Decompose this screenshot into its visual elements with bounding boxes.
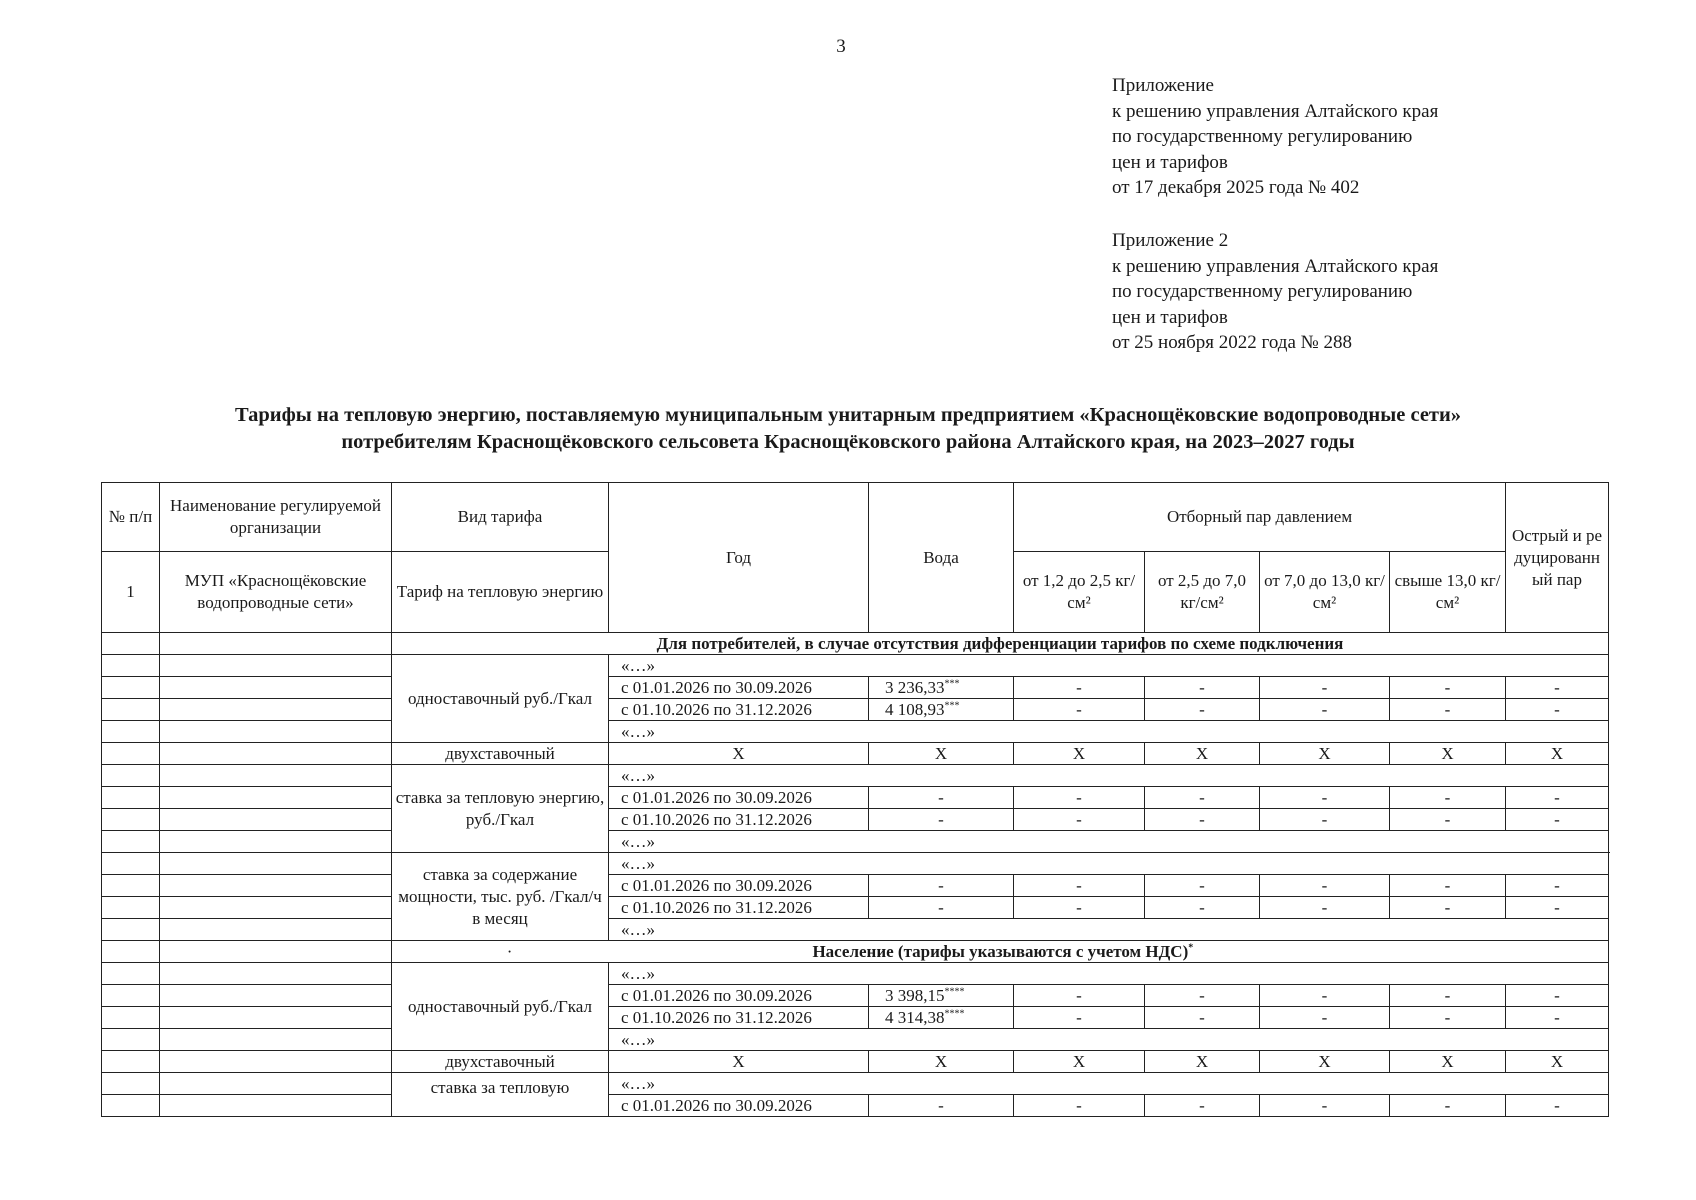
- header-pressure-4: свыше 13,0 кг/см²: [1390, 552, 1506, 633]
- table-cell: [160, 853, 392, 875]
- table-cell: с 01.01.2026 по 30.09.2026: [609, 787, 869, 809]
- table-cell: -: [1145, 875, 1260, 897]
- table-cell: -: [1014, 897, 1145, 919]
- table-cell: -: [1506, 1007, 1609, 1029]
- table-cell: [102, 897, 160, 919]
- table-cell: [160, 963, 392, 985]
- table-row: [102, 1095, 1609, 1117]
- table-cell: -: [1390, 1007, 1506, 1029]
- rate-label: ставка за тепловую энергию, руб./Гкал: [392, 765, 609, 853]
- title-line-1: Тарифы на тепловую энергию, поставляемую муниципальным унитарным предприятием «Краснощёковские водопроводные сети»: [234, 404, 1462, 426]
- table-cell: [160, 831, 392, 853]
- footnote-mark: ***: [944, 700, 960, 712]
- ellipsis-row-cell: «…»: [609, 963, 1609, 985]
- table-cell: -: [1260, 699, 1390, 721]
- table-cell: [102, 963, 160, 985]
- table-cell: -: [1390, 809, 1506, 831]
- table-cell: [102, 875, 160, 897]
- table-cell: [102, 1051, 160, 1073]
- table-cell: [102, 1007, 160, 1029]
- table-cell: -: [1145, 985, 1260, 1007]
- table-row: [102, 897, 1609, 919]
- table-row: [102, 853, 1609, 875]
- section-heading: Для потребителей, в случае отсутствия дифференциации тарифов по схеме подключения: [392, 633, 1609, 655]
- title-line-2: потребителям Краснощёковского сельсовета Краснощёковского района Алтайского края, на 2023–2027 годы: [341, 431, 1355, 453]
- table-cell: X: [1506, 743, 1609, 765]
- table-cell: [102, 1029, 160, 1051]
- table-row: [102, 919, 1609, 941]
- tariff-value: 3 398,15: [885, 986, 945, 1005]
- ellipsis-row-cell: «…»: [609, 655, 1609, 677]
- ellipsis-row-cell: «…»: [609, 1073, 1609, 1095]
- table-cell: X: [869, 1051, 1014, 1073]
- table-cell: [160, 765, 392, 787]
- table-row: [102, 787, 1609, 809]
- footnote-mark: ****: [944, 1008, 965, 1020]
- appendix-line: Приложение 2: [1112, 230, 1229, 251]
- table-cell: [102, 1095, 160, 1117]
- table-cell: X: [1260, 1051, 1390, 1073]
- table-row: [102, 1029, 1609, 1051]
- table-cell: X: [609, 1051, 869, 1073]
- table-cell: -: [1390, 787, 1506, 809]
- table-cell: [102, 809, 160, 831]
- table-cell: с 01.10.2026 по 31.12.2026: [609, 1007, 869, 1029]
- rate-label: одноставочный руб./Гкал: [392, 963, 609, 1051]
- header-year: Год: [609, 483, 869, 633]
- table-cell: -: [1390, 1095, 1506, 1117]
- table-cell: [160, 677, 392, 699]
- footnote-mark: *: [1188, 942, 1194, 954]
- table-row: [102, 655, 1609, 677]
- table-cell: [102, 787, 160, 809]
- page-number: 3: [836, 36, 846, 57]
- section-heading-text: Население (тарифы указываются с учетом НДС): [812, 942, 1189, 961]
- table-cell: -: [1014, 677, 1145, 699]
- table-cell: -: [1145, 897, 1260, 919]
- value-cell: [869, 677, 1014, 699]
- org-tariff: Тариф на тепловую энергию: [392, 552, 609, 633]
- ellipsis-row-cell: «…»: [609, 1029, 1609, 1051]
- table-cell: [160, 897, 392, 919]
- footnote-mark: ***: [944, 678, 960, 690]
- table-row: [102, 743, 1609, 765]
- table-cell: X: [1506, 1051, 1609, 1073]
- table-row: [102, 963, 1609, 985]
- value-cell: [869, 985, 1014, 1007]
- table-cell: -: [1260, 1095, 1390, 1117]
- tariff-value: 4 314,38: [885, 1008, 945, 1027]
- table-cell: с 01.01.2026 по 30.09.2026: [609, 677, 869, 699]
- table-cell: X: [1390, 743, 1506, 765]
- org-name: МУП «Краснощёковские водопроводные сети»: [160, 552, 392, 633]
- table-cell: с 01.10.2026 по 31.12.2026: [609, 809, 869, 831]
- table-cell: -: [1014, 985, 1145, 1007]
- table-cell: -: [1145, 1095, 1260, 1117]
- ellipsis-row-cell: «…»: [609, 765, 1609, 787]
- table-row: [102, 831, 1609, 853]
- table-cell: -: [1260, 1007, 1390, 1029]
- table-cell: [160, 809, 392, 831]
- appendix-2-header: [1112, 228, 1582, 356]
- appendix-line: по государственному регулированию: [1112, 126, 1413, 147]
- table-cell: -: [1506, 787, 1609, 809]
- table-cell: [160, 875, 392, 897]
- table-cell: -: [1506, 809, 1609, 831]
- table-cell: [102, 853, 160, 875]
- table-cell: [102, 655, 160, 677]
- table-row: [102, 875, 1609, 897]
- ellipsis-row-cell: «…»: [609, 721, 1609, 743]
- table-cell: [160, 721, 392, 743]
- table-cell: -: [1506, 897, 1609, 919]
- table-cell: -: [1014, 875, 1145, 897]
- table-cell: -: [1390, 699, 1506, 721]
- header-pressure-2: от 2,5 до 7,0 кг/см²: [1145, 552, 1260, 633]
- table-row: [102, 1073, 1609, 1095]
- table-cell: -: [1260, 677, 1390, 699]
- table-cell: [102, 721, 160, 743]
- header-org: Наименование регулируемой организации: [160, 483, 392, 552]
- table-cell: -: [869, 809, 1014, 831]
- tariffs-table: [101, 482, 1609, 1117]
- appendix-line: Приложение: [1112, 75, 1214, 96]
- ellipsis-row-cell: «…»: [609, 853, 1609, 875]
- table-cell: [160, 919, 392, 941]
- appendix-line: цен и тарифов: [1112, 151, 1228, 173]
- ellipsis-row-cell: «…»: [609, 919, 1609, 941]
- table-cell: X: [1260, 743, 1390, 765]
- table-cell: -: [1506, 985, 1609, 1007]
- table-cell: двухставочный: [392, 1051, 609, 1073]
- table-cell: -: [1145, 699, 1260, 721]
- table-cell: [102, 1073, 160, 1095]
- table-cell: -: [1014, 1095, 1145, 1117]
- table-cell: [160, 1095, 392, 1117]
- org-num: 1: [102, 552, 160, 633]
- header-pressure-1: от 1,2 до 2,5 кг/см²: [1014, 552, 1145, 633]
- table-cell: -: [1145, 1007, 1260, 1029]
- table-row: [102, 809, 1609, 831]
- section-heading: [392, 941, 1609, 963]
- header-num: № п/п: [102, 483, 160, 552]
- table-cell: [102, 677, 160, 699]
- table-cell: с 01.01.2026 по 30.09.2026: [609, 875, 869, 897]
- appendix-line: к решению управления Алтайского края: [1112, 100, 1439, 122]
- appendix-line: по государственному регулированию: [1112, 281, 1413, 302]
- appendix-line: к решению управления Алтайского края: [1112, 255, 1439, 277]
- table-cell: -: [1506, 699, 1609, 721]
- table-cell: [102, 699, 160, 721]
- table-row: [102, 699, 1609, 721]
- table-cell: -: [1390, 677, 1506, 699]
- table-row: [102, 633, 1609, 655]
- table-cell: -: [1014, 699, 1145, 721]
- header-steam-group: Отборный пар давлением: [1014, 483, 1506, 552]
- table-cell: -: [1145, 809, 1260, 831]
- table-cell: [102, 831, 160, 853]
- header-pressure-3: от 7,0 до 13,0 кг/см²: [1260, 552, 1390, 633]
- table-cell: -: [1014, 809, 1145, 831]
- header-water: Вода: [869, 483, 1014, 633]
- table-cell: -: [1390, 897, 1506, 919]
- table-cell: [160, 787, 392, 809]
- header-row: [102, 483, 1609, 552]
- table-cell: [160, 655, 392, 677]
- header-sharp-steam: Острый и редуцированный пар: [1506, 483, 1609, 633]
- table-cell: X: [1390, 1051, 1506, 1073]
- document-title: [60, 402, 1636, 456]
- table-cell: -: [1506, 875, 1609, 897]
- table-row: [102, 765, 1609, 787]
- table-cell: -: [1014, 1007, 1145, 1029]
- table-cell: X: [1145, 743, 1260, 765]
- table-cell: [160, 985, 392, 1007]
- table-cell: -: [869, 897, 1014, 919]
- table-cell: [102, 743, 160, 765]
- table-cell: -: [1506, 1095, 1609, 1117]
- table-cell: X: [869, 743, 1014, 765]
- table-cell: -: [1145, 787, 1260, 809]
- table-cell: [102, 633, 160, 655]
- rate-label: одноставочный руб./Гкал: [392, 655, 609, 743]
- table-cell: X: [1014, 1051, 1145, 1073]
- value-cell: [869, 699, 1014, 721]
- table-cell: -: [1506, 677, 1609, 699]
- table-cell: [160, 1051, 392, 1073]
- table-cell: -: [1260, 985, 1390, 1007]
- value-cell: [869, 1007, 1014, 1029]
- table-cell: [160, 1029, 392, 1051]
- table-cell: -: [1390, 875, 1506, 897]
- table-row: [102, 985, 1609, 1007]
- table-cell: [160, 699, 392, 721]
- table-cell: [160, 743, 392, 765]
- table-row: [102, 941, 1609, 963]
- table-cell: X: [1145, 1051, 1260, 1073]
- rate-label: ставка за содержание мощности, тыс. руб. /Гкал/ч в месяц: [392, 853, 609, 941]
- table-cell: с 01.10.2026 по 31.12.2026: [609, 897, 869, 919]
- table-cell: X: [1014, 743, 1145, 765]
- footnote-mark: ****: [944, 986, 965, 998]
- table-cell: [102, 941, 160, 963]
- table-cell: [102, 985, 160, 1007]
- table-row: [102, 721, 1609, 743]
- stray-dot: ·: [506, 942, 513, 961]
- table-row: [102, 677, 1609, 699]
- table-cell: с 01.10.2026 по 31.12.2026: [609, 699, 869, 721]
- table-cell: [160, 633, 392, 655]
- rate-label: ставка за тепловую: [392, 1073, 609, 1117]
- table-cell: [160, 941, 392, 963]
- tariff-value: 4 108,93: [885, 700, 945, 719]
- table-row: [102, 1051, 1609, 1073]
- ellipsis-row-cell: «…»: [609, 831, 1609, 853]
- table-cell: [102, 765, 160, 787]
- table-cell: [160, 1073, 392, 1095]
- table-cell: -: [869, 875, 1014, 897]
- table-row: [102, 1007, 1609, 1029]
- table-cell: X: [609, 743, 869, 765]
- appendix-line: от 25 ноября 2022 года № 288: [1112, 332, 1353, 353]
- appendix-line: цен и тарифов: [1112, 306, 1228, 328]
- header-tariff-type: Вид тарифа: [392, 483, 609, 552]
- table-cell: -: [1260, 875, 1390, 897]
- table-cell: с 01.01.2026 по 30.09.2026: [609, 985, 869, 1007]
- table-cell: -: [869, 1095, 1014, 1117]
- table-cell: -: [1260, 787, 1390, 809]
- table-cell: -: [1014, 787, 1145, 809]
- table-cell: -: [1390, 985, 1506, 1007]
- table-cell: с 01.01.2026 по 30.09.2026: [609, 1095, 869, 1117]
- tariff-value: 3 236,33: [885, 678, 945, 697]
- table-cell: -: [1260, 897, 1390, 919]
- table-cell: -: [1260, 809, 1390, 831]
- appendix-1-header: [1112, 73, 1582, 201]
- table-cell: двухставочный: [392, 743, 609, 765]
- table-cell: [102, 919, 160, 941]
- table-cell: [160, 1007, 392, 1029]
- table-cell: -: [1145, 677, 1260, 699]
- table-cell: -: [869, 787, 1014, 809]
- appendix-line: от 17 декабря 2025 года № 402: [1112, 177, 1360, 198]
